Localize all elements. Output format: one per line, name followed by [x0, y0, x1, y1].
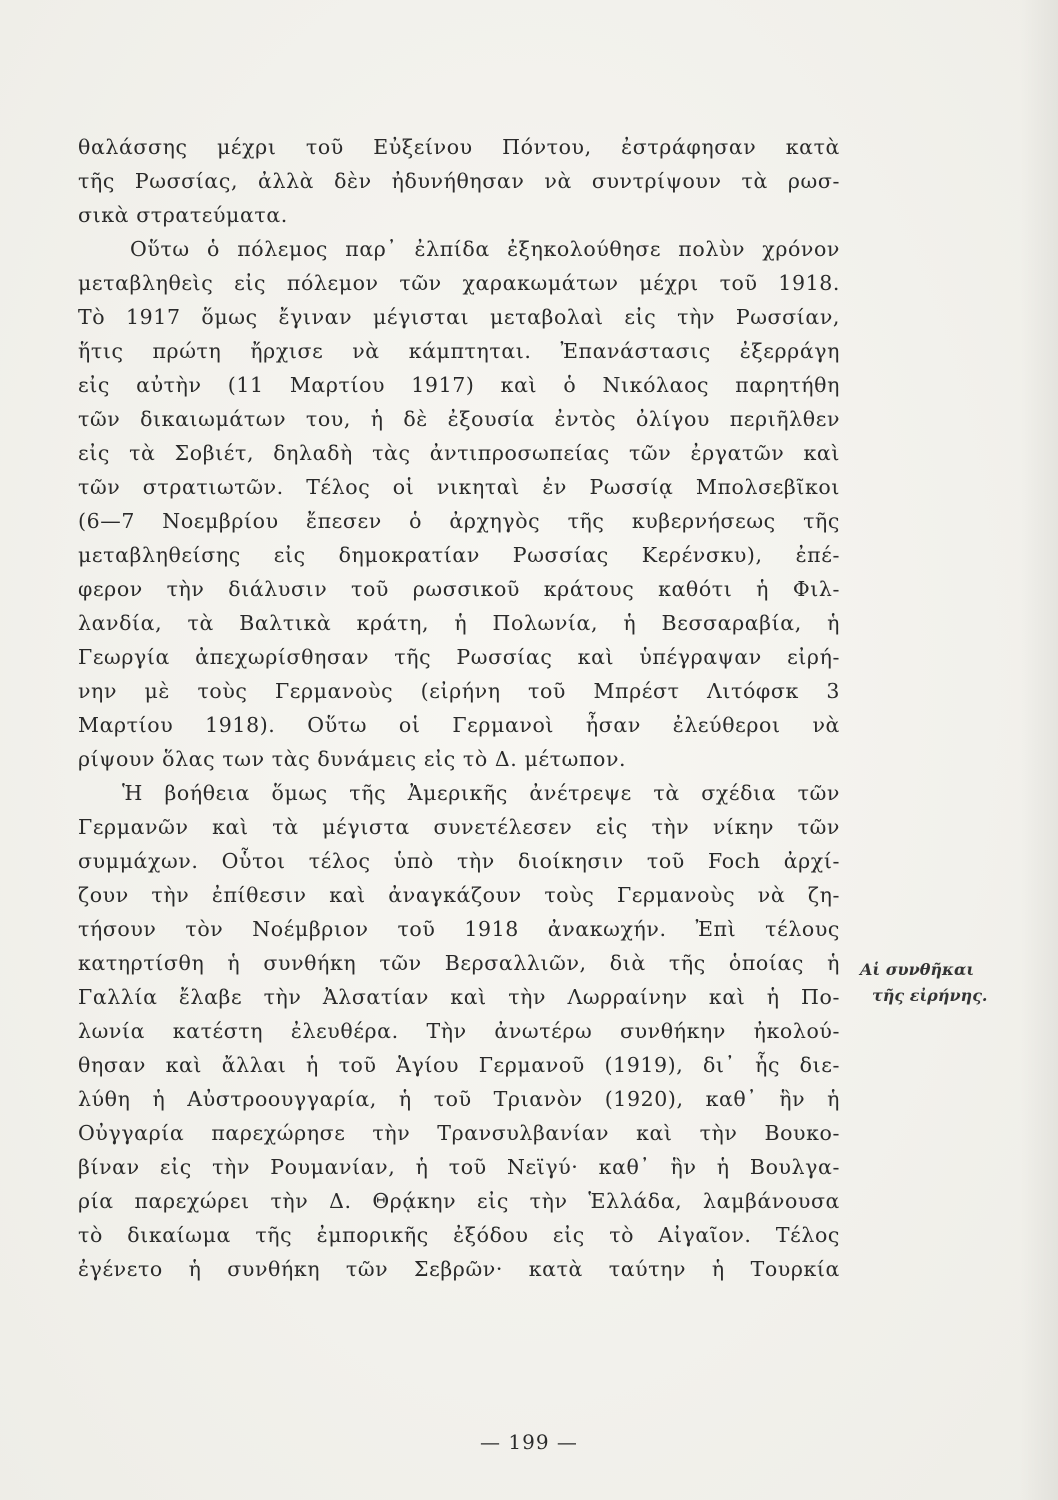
text-line: Ἡ βοήθεια ὅμως τῆς Ἀμερικῆς ἀνέτρεψε τὰ σχέδια τῶν: [122, 781, 840, 805]
text-line: Οὕτω ὁ πόλεμος παρ᾽ ἐλπίδα ἐξηκολούθησε πολὺν χρόνον: [130, 237, 840, 261]
text-line: μεταβληθείσης εἰς δημοκρατίαν Ρωσσίας Κερένσκυ), ἐπέ-: [78, 543, 840, 567]
text-line: τῶν δικαιωμάτων του, ἡ δὲ ἐξουσία ἐντὸς ὀλίγου περιῆλθεν: [78, 407, 840, 431]
page-number: — 199 —: [480, 1430, 578, 1454]
text-line: θησαν καὶ ἄλλαι ἡ τοῦ Ἁγίου Γερμανοῦ (1919), δι᾽ ἧς διε-: [78, 1053, 840, 1077]
margin-note-line-1: Αἱ συνθῆκαι: [860, 960, 975, 979]
text-line: μεταβληθεὶς εἰς πόλεμον τῶν χαρακωμάτων μέχρι τοῦ 1918.: [78, 271, 840, 295]
text-line: Οὐγγαρία παρεχώρησε τὴν Τρανσυλβανίαν καὶ τὴν Βουκο-: [78, 1121, 840, 1145]
text-line: κατηρτίσθη ἡ συνθήκη τῶν Βερσαλλιῶν, διὰ τῆς ὁποίας ἡ: [78, 951, 840, 975]
text-line: νην μὲ τοὺς Γερμανοὺς (εἰρήνη τοῦ Μπρέστ Λιτόφσκ 3: [78, 679, 840, 703]
page-edge-shadow: [1020, 0, 1058, 1500]
text-line: τήσουν τὸν Νοέμβριον τοῦ 1918 ἀνακωχήν. Ἐπὶ τέλους: [78, 917, 840, 941]
text-line: ἐγένετο ἡ συνθήκη τῶν Σεβρῶν· κατὰ ταύτην ἡ Τουρκία: [78, 1257, 840, 1281]
text-line: λανδία, τὰ Βαλτικὰ κράτη, ἡ Πολωνία, ἡ Βεσσαραβία, ἡ: [78, 611, 840, 635]
text-line: βίναν εἰς τὴν Ρουμανίαν, ἡ τοῦ Νεϊγύ· καθ᾽ ἣν ἡ Βουλγα-: [78, 1155, 840, 1179]
text-line: ἥτις πρώτη ἤρχισε νὰ κάμπτηται. Ἐπανάστασις ἐξερράγη: [78, 339, 840, 363]
text-line: σικὰ στρατεύματα.: [78, 203, 288, 227]
text-line: λύθη ἡ Αὐστροουγγαρία, ἡ τοῦ Τριανὸν (1920), καθ᾽ ἣν ἡ: [78, 1087, 840, 1111]
text-line: (6—7 Νοεμβρίου ἔπεσεν ὁ ἀρχηγὸς τῆς κυβερνήσεως τῆς: [78, 509, 840, 533]
text-line: τῆς Ρωσσίας, ἀλλὰ δὲν ἠδυνήθησαν νὰ συντρίψουν τὰ ρωσ-: [78, 169, 840, 193]
text-line: ρίψουν ὅλας των τὰς δυνάμεις εἰς τὸ Δ. μέτωπον.: [78, 747, 627, 771]
text-line: τῶν στρατιωτῶν. Τέλος οἱ νικηταὶ ἐν Ρωσσίᾳ Μπολσεβῖκοι: [78, 475, 840, 499]
text-line: λωνία κατέστη ἐλευθέρα. Τὴν ἀνωτέρω συνθήκην ἠκολού-: [78, 1019, 840, 1043]
text-line: εἰς τὰ Σοβιέτ, δηλαδὴ τὰς ἀντιπροσωπείας τῶν ἐργατῶν καὶ: [78, 441, 840, 465]
text-line: Μαρτίου 1918). Οὕτω οἱ Γερμανοὶ ἦσαν ἐλεύθεροι νὰ: [78, 713, 840, 737]
text-line: θαλάσσης μέχρι τοῦ Εὐξείνου Πόντου, ἐστράφησαν κατὰ: [78, 135, 840, 159]
text-line: Γαλλία ἔλαβε τὴν Ἀλσατίαν καὶ τὴν Λωρραίνην καὶ ἡ Πο-: [78, 985, 840, 1009]
text-line: ζουν τὴν ἐπίθεσιν καὶ ἀναγκάζουν τοὺς Γερμανοὺς νὰ ζη-: [78, 883, 840, 907]
text-line: τὸ δικαίωμα τῆς ἐμπορικῆς ἐξόδου εἰς τὸ Αἰγαῖον. Τέλος: [78, 1223, 840, 1247]
margin-note-line-2: τῆς εἰρήνης.: [872, 986, 988, 1005]
text-line: συμμάχων. Οὗτοι τέλος ὑπὸ τὴν διοίκησιν τοῦ Foch ἀρχί-: [78, 849, 840, 873]
text-line: Γερμανῶν καὶ τὰ μέγιστα συνετέλεσεν εἰς τὴν νίκην τῶν: [78, 815, 840, 839]
text-line: φερον τὴν διάλυσιν τοῦ ρωσσικοῦ κράτους καθότι ἡ Φιλ-: [78, 577, 840, 601]
text-line: ρία παρεχώρει τὴν Δ. Θρᾴκην εἰς τὴν Ἑλλάδα, λαμβάνουσα: [78, 1189, 840, 1213]
text-line: εἰς αὐτὴν (11 Μαρτίου 1917) καὶ ὁ Νικόλαος παρητήθη: [78, 373, 840, 397]
text-line: Γεωργία ἀπεχωρίσθησαν τῆς Ρωσσίας καὶ ὑπέγραψαν εἰρή-: [78, 645, 840, 669]
text-line: Τὸ 1917 ὅμως ἔγιναν μέγισται μεταβολαὶ εἰς τὴν Ρωσσίαν,: [78, 305, 840, 329]
